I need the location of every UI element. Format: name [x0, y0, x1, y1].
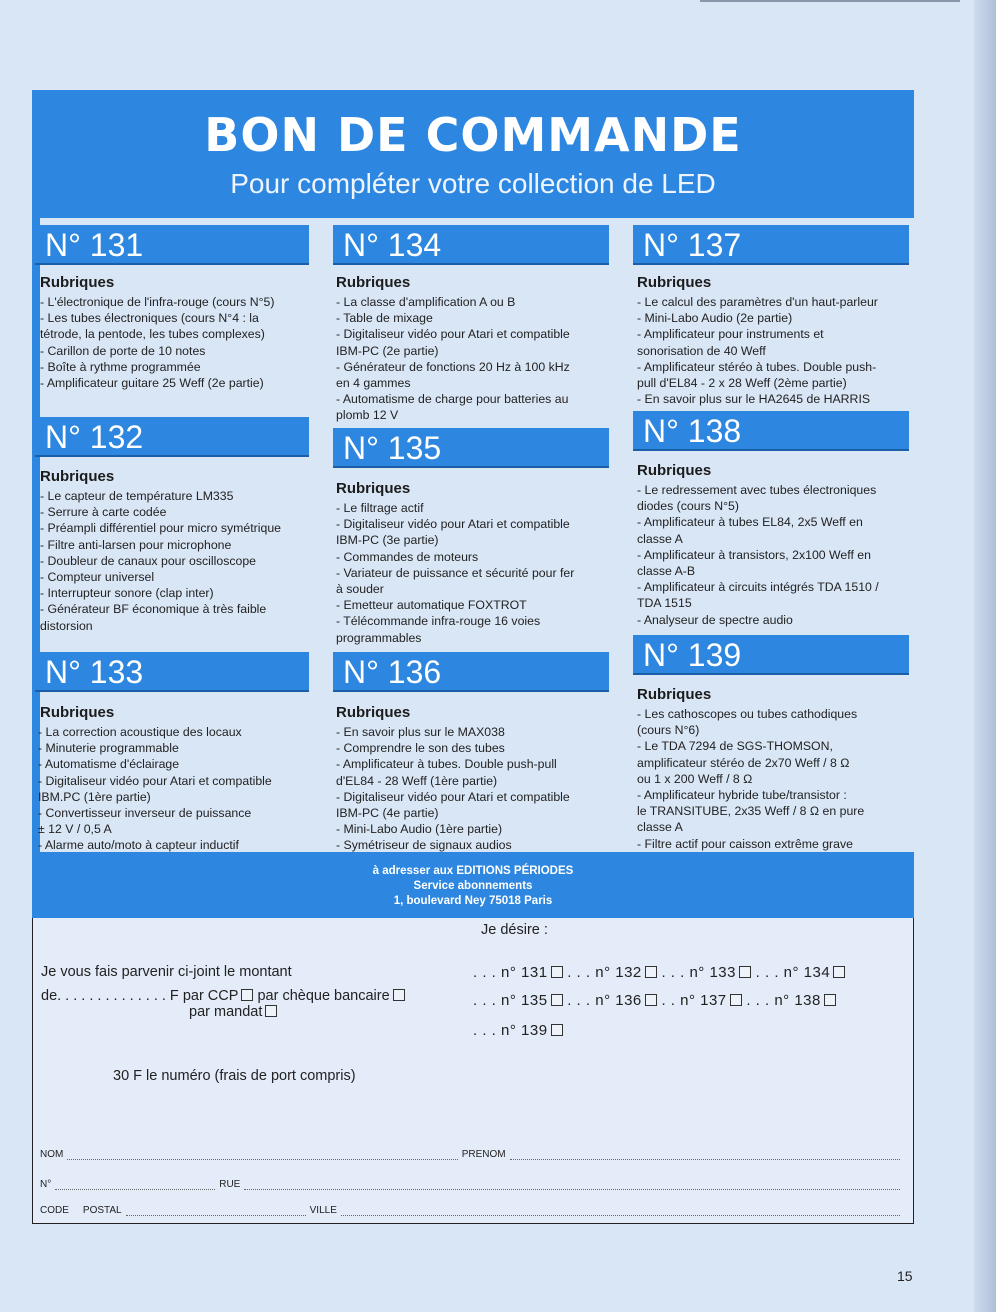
list-item: le TRANSITUBE, 2x35 Weff / 8 Ω en pure: [637, 804, 865, 819]
list-item: - Amplificateur hybride tube/transistor :: [637, 788, 847, 803]
rubriques-title-136: Rubriques: [336, 704, 411, 721]
list-item: - Digitaliseur vidéo pour Atari et compatible: [336, 789, 570, 804]
issue-list-134: [336, 294, 608, 424]
list-item: - La classe d'amplification A ou B: [336, 295, 516, 309]
issue-list-133: [38, 724, 308, 854]
rubriques-title-132: Rubriques: [40, 468, 115, 485]
code-ville-row: [40, 1202, 904, 1216]
postal-label: POSTAL: [82, 1205, 122, 1216]
issue-heading-134: N° 134: [333, 225, 609, 265]
issue-list-139: [637, 706, 909, 852]
list-item: plomb 12 V: [336, 408, 399, 423]
list-item: - Les tubes électroniques (cours N°4 : la: [40, 311, 259, 326]
issue-list-137: [637, 294, 909, 407]
numero-rue-row: [40, 1176, 904, 1190]
list-item: distorsion: [40, 618, 93, 633]
list-item: - Télécommande infra-rouge 16 voies: [336, 614, 541, 629]
rubriques-title-131: Rubriques: [40, 274, 115, 291]
list-item: - Doubleur de canaux pour oscilloscope: [40, 553, 257, 568]
list-item: - Amplificateur guitare 25 Weff (2e partie): [40, 376, 264, 391]
order-134-label: . . . n° 134: [755, 964, 831, 981]
nom-label: NOM: [40, 1149, 64, 1160]
mandat-label: par mandat: [189, 1004, 263, 1020]
list-item: - Mini-Labo Audio (1ère partie): [336, 822, 503, 837]
je-desire-label: Je désire :: [481, 922, 548, 938]
rue-label: RUE: [219, 1179, 241, 1190]
list-item: - Le TDA 7294 de SGS-THOMSON,: [637, 739, 833, 754]
address-line-1: à adresser aux EDITIONS PÉRIODES: [372, 865, 574, 877]
rue-field[interactable]: [244, 1181, 900, 1190]
list-item: - Amplificateur à tubes. Double push-pull: [336, 757, 557, 772]
rubriques-title-138: Rubriques: [637, 462, 712, 479]
list-item: à souder: [336, 582, 384, 597]
list-item: en 4 gammes: [336, 376, 411, 391]
page-title: BON DE COMMANDE: [204, 108, 742, 162]
montant-line-1: Je vous fais parvenir ci-joint le montant: [41, 964, 292, 980]
address-line-2: Service abonnements: [413, 880, 533, 892]
list-item: - Amplificateur stéréo à tubes. Double push-: [637, 359, 877, 374]
list-item: pull d'EL84 - 2 x 28 Weff (2ème partie): [637, 376, 847, 391]
order-131-label: . . . n° 131: [473, 964, 548, 981]
order-row-1: [473, 964, 845, 981]
order-132-checkbox[interactable]: [645, 966, 657, 978]
price-note: 30 F le numéro (frais de port compris): [113, 1068, 356, 1084]
list-item: - Digitaliseur vidéo pour Atari et compatible: [38, 773, 272, 788]
list-item: - Le calcul des paramètres d'un haut-parleur: [637, 295, 878, 309]
list-item: TDA 1515: [637, 596, 692, 611]
issue-heading-133: N° 133: [35, 652, 309, 692]
list-item: - Alarme auto/moto à capteur inductif: [38, 838, 239, 853]
cheque-label: par chèque bancaire: [257, 988, 390, 1004]
issue-heading-132: N° 132: [35, 417, 309, 457]
list-item: - Carillon de porte de 10 notes: [40, 343, 206, 358]
list-item: - Le filtrage actif: [336, 501, 424, 515]
list-item: - Générateur de fonctions 20 Hz à 100 kHz: [336, 359, 570, 374]
list-item: IBM-PC (4e partie): [336, 806, 439, 821]
list-item: - Emetteur automatique FOXTROT: [336, 598, 527, 613]
list-item: d'EL84 - 28 Weff (1ère partie): [336, 773, 498, 788]
list-item: - Commandes de moteurs: [336, 549, 479, 564]
list-item: - Digitaliseur vidéo pour Atari et compatible: [336, 327, 570, 342]
issue-list-132: [40, 488, 310, 634]
list-item: - Compteur universel: [40, 570, 155, 585]
list-item: ± 12 V / 0,5 A: [38, 822, 112, 837]
montant-line-3: [189, 1004, 277, 1020]
order-row-3: [473, 1022, 563, 1039]
rubriques-title-139: Rubriques: [637, 686, 712, 703]
list-item: - Symétriseur de signaux audios: [336, 838, 512, 853]
list-item: - Interrupteur sonore (clap inter): [40, 586, 214, 601]
list-item: - En savoir plus sur le HA2645 de HARRIS: [637, 392, 871, 407]
list-item: - Amplificateur à circuits intégrés TDA 1510 /: [637, 580, 879, 595]
order-136-checkbox[interactable]: [645, 994, 657, 1006]
order-form-header: [32, 90, 914, 218]
order-135-checkbox[interactable]: [551, 994, 563, 1006]
list-item: - Les cathoscopes ou tubes cathodiques: [637, 707, 858, 721]
list-item: classe A: [637, 820, 683, 835]
list-item: classe A-B: [637, 564, 696, 579]
order-134-checkbox[interactable]: [833, 966, 845, 978]
top-rule: [700, 0, 960, 2]
ville-label: VILLE: [309, 1205, 337, 1216]
list-item: - Filtre actif pour caisson extrême grave: [637, 836, 853, 851]
order-row-2: [473, 992, 836, 1009]
list-item: - Automatisme de charge pour batteries au: [336, 392, 569, 407]
order-137-label: . . n° 137: [661, 992, 727, 1009]
list-item: - Générateur BF économique à très faible: [40, 602, 267, 617]
list-item: - En savoir plus sur le MAX038: [336, 725, 505, 739]
order-135-label: . . . n° 135: [473, 992, 548, 1009]
numero-field[interactable]: [55, 1181, 215, 1190]
list-item: - L'électronique de l'infra-rouge (cours N°5): [40, 295, 275, 309]
list-item: IBM-PC (2e partie): [336, 343, 439, 358]
mandat-checkbox[interactable]: [265, 1005, 277, 1017]
list-item: - Préampli différentiel pour micro symétrique: [40, 521, 282, 536]
list-item: classe A: [637, 531, 683, 546]
list-item: programmables: [336, 630, 422, 645]
list-item: - Variateur de puissance et sécurité pour fer: [336, 565, 575, 580]
order-138-label: . . . n° 138: [746, 992, 821, 1009]
list-item: (cours N°6): [637, 723, 700, 738]
address-band: [32, 852, 914, 918]
list-item: - Amplificateur à transistors, 2x100 Weff en: [637, 547, 871, 562]
rubriques-title-135: Rubriques: [336, 480, 411, 497]
list-item: ou 1 x 200 Weff / 8 Ω: [637, 771, 753, 786]
issue-heading-137: N° 137: [633, 225, 909, 265]
issue-list-135: [336, 500, 608, 646]
montant-ccp-label: de. . . . . . . . . . . . . . F par CCP: [41, 988, 239, 1004]
list-item: amplificateur stéréo de 2x70 Weff / 8 Ω: [637, 755, 850, 770]
issue-heading-136: N° 136: [333, 652, 609, 692]
code-postal-field[interactable]: [126, 1207, 306, 1216]
numero-label: N°: [40, 1179, 52, 1190]
montant-line-2: [41, 988, 405, 1004]
rubriques-title-137: Rubriques: [637, 274, 712, 291]
ccp-checkbox[interactable]: [241, 989, 253, 1001]
prenom-field[interactable]: [510, 1151, 900, 1160]
list-item: tétrode, la pentode, les tubes complexes): [40, 327, 265, 342]
list-item: IBM-PC (3e partie): [336, 533, 439, 548]
list-item: - Digitaliseur vidéo pour Atari et compatible: [336, 517, 570, 532]
order-138-checkbox[interactable]: [824, 994, 836, 1006]
issue-list-136: [336, 724, 608, 854]
list-item: - La correction acoustique des locaux: [38, 725, 242, 739]
list-item: - Comprendre le son des tubes: [336, 741, 505, 756]
issue-list-138: [637, 482, 909, 628]
list-item: - Le redressement avec tubes électroniques: [637, 483, 877, 497]
prenom-label: PRENOM: [461, 1149, 506, 1160]
list-item: - Filtre anti-larsen pour microphone: [40, 537, 232, 552]
issue-heading-138: N° 138: [633, 411, 909, 451]
order-133-checkbox[interactable]: [739, 966, 751, 978]
ville-field[interactable]: [341, 1207, 900, 1216]
list-item: - Mini-Labo Audio (2e partie): [637, 311, 793, 326]
nom-field[interactable]: [67, 1151, 457, 1160]
order-137-checkbox[interactable]: [730, 994, 742, 1006]
rubriques-title-133: Rubriques: [40, 704, 115, 721]
issue-heading-135: N° 135: [333, 428, 609, 468]
issue-list-131: [40, 294, 310, 391]
list-item: IBM.PC (1ère partie): [38, 789, 151, 804]
order-133-label: . . . n° 133: [661, 964, 736, 981]
list-item: sonorisation de 40 Weff: [637, 343, 766, 358]
list-item: - Minuterie programmable: [38, 741, 179, 756]
list-item: - Convertisseur inverseur de puissance: [38, 806, 252, 821]
page-edge: [974, 0, 996, 1312]
issue-heading-139: N° 139: [633, 635, 909, 675]
page-number: 15: [897, 1268, 913, 1284]
list-item: - Serrure à carte codée: [40, 505, 167, 520]
list-item: - Le capteur de température LM335: [40, 489, 234, 503]
list-item: - Amplificateur à tubes EL84, 2x5 Weff en: [637, 515, 863, 530]
rubriques-title-134: Rubriques: [336, 274, 411, 291]
list-item: - Analyseur de spectre audio: [637, 612, 793, 627]
list-item: - Boîte à rythme programmée: [40, 359, 201, 374]
code-label: CODE: [40, 1205, 69, 1216]
list-item: - Table de mixage: [336, 311, 433, 326]
address-line-3: 1, boulevard Ney 75018 Paris: [393, 895, 553, 907]
order-139-checkbox[interactable]: [551, 1024, 563, 1036]
order-131-checkbox[interactable]: [551, 966, 563, 978]
list-item: - Amplificateur pour instruments et: [637, 327, 824, 342]
order-136-label: . . . n° 136: [567, 992, 642, 1009]
order-139-label: . . . n° 139: [473, 1022, 548, 1039]
page-subtitle: Pour compléter votre collection de LED: [230, 168, 716, 199]
nom-prenom-row: [40, 1146, 904, 1160]
list-item: diodes (cours N°5): [637, 499, 739, 514]
order-132-label: . . . n° 132: [567, 964, 642, 981]
cheque-checkbox[interactable]: [393, 989, 405, 1001]
list-item: - Automatisme d'éclairage: [38, 757, 180, 772]
issue-heading-131: N° 131: [35, 225, 309, 265]
